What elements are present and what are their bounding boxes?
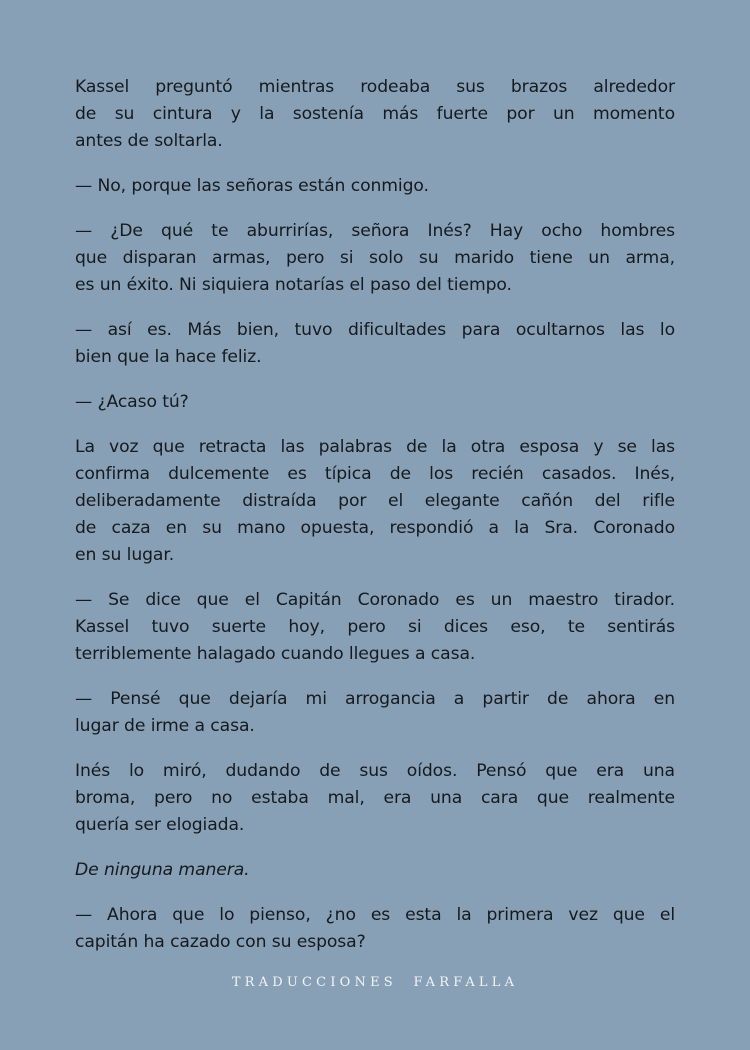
text-line: capitán ha cazado con su esposa?	[75, 932, 366, 952]
paragraph	[75, 173, 675, 200]
paragraph	[75, 389, 675, 416]
text-line: es un éxito. Ni siquiera notarías el paso del tiempo.	[75, 275, 512, 295]
paragraph	[75, 758, 675, 839]
text-line: — ¿De qué te aburrirías, señora Inés? Hay ocho hombres	[75, 221, 675, 241]
text-line: Inés lo miró, dudando de sus oídos. Pensó que era una	[75, 761, 675, 781]
paragraph	[75, 218, 675, 299]
text-line: bien que la hace feliz.	[75, 347, 262, 367]
text-line: lugar de irme a casa.	[75, 716, 255, 736]
paragraph	[75, 857, 675, 884]
text-line: confirma dulcemente es típica de los recién casados. Inés,	[75, 464, 675, 484]
paragraph	[75, 902, 675, 956]
paragraph	[75, 74, 675, 155]
text-line: broma, pero no estaba mal, era una cara que realmente	[75, 788, 675, 808]
footer-credit: TRADUCCIONES FARFALLA	[231, 975, 519, 990]
text-line: La voz que retracta las palabras de la otra esposa y se las	[75, 437, 675, 457]
paragraph	[75, 587, 675, 668]
text-line: — Pensé que dejaría mi arrogancia a partir de ahora en	[75, 689, 675, 709]
text-line: — ¿Acaso tú?	[75, 392, 189, 412]
text-line: De ninguna manera.	[75, 860, 250, 880]
text-line: — Ahora que lo pienso, ¿no es esta la primera vez que el	[75, 905, 675, 925]
paragraph	[75, 686, 675, 740]
text-line: deliberadamente distraída por el elegante cañón del rifle	[75, 491, 675, 511]
paragraph	[75, 317, 675, 371]
text-line: terriblemente halagado cuando llegues a casa.	[75, 644, 476, 664]
page-body	[75, 74, 675, 974]
text-line: quería ser elogiada.	[75, 815, 245, 835]
text-line: Kassel preguntó mientras rodeaba sus brazos alrededor	[75, 77, 675, 97]
text-line: en su lugar.	[75, 545, 175, 565]
text-line: de su cintura y la sostenía más fuerte por un momento	[75, 104, 675, 124]
text-line: — Se dice que el Capitán Coronado es un maestro tirador.	[75, 590, 675, 610]
paragraph	[75, 434, 675, 569]
text-line: — No, porque las señoras están conmigo.	[75, 176, 429, 196]
text-line: de caza en su mano opuesta, respondió a la Sra. Coronado	[75, 518, 675, 538]
text-line: antes de soltarla.	[75, 131, 223, 151]
text-line: — así es. Más bien, tuvo dificultades para ocultarnos las lo	[75, 320, 675, 340]
text-line: Kassel tuvo suerte hoy, pero si dices eso, te sentirás	[75, 617, 675, 637]
text-line: que disparan armas, pero si solo su marido tiene un arma,	[75, 248, 675, 268]
